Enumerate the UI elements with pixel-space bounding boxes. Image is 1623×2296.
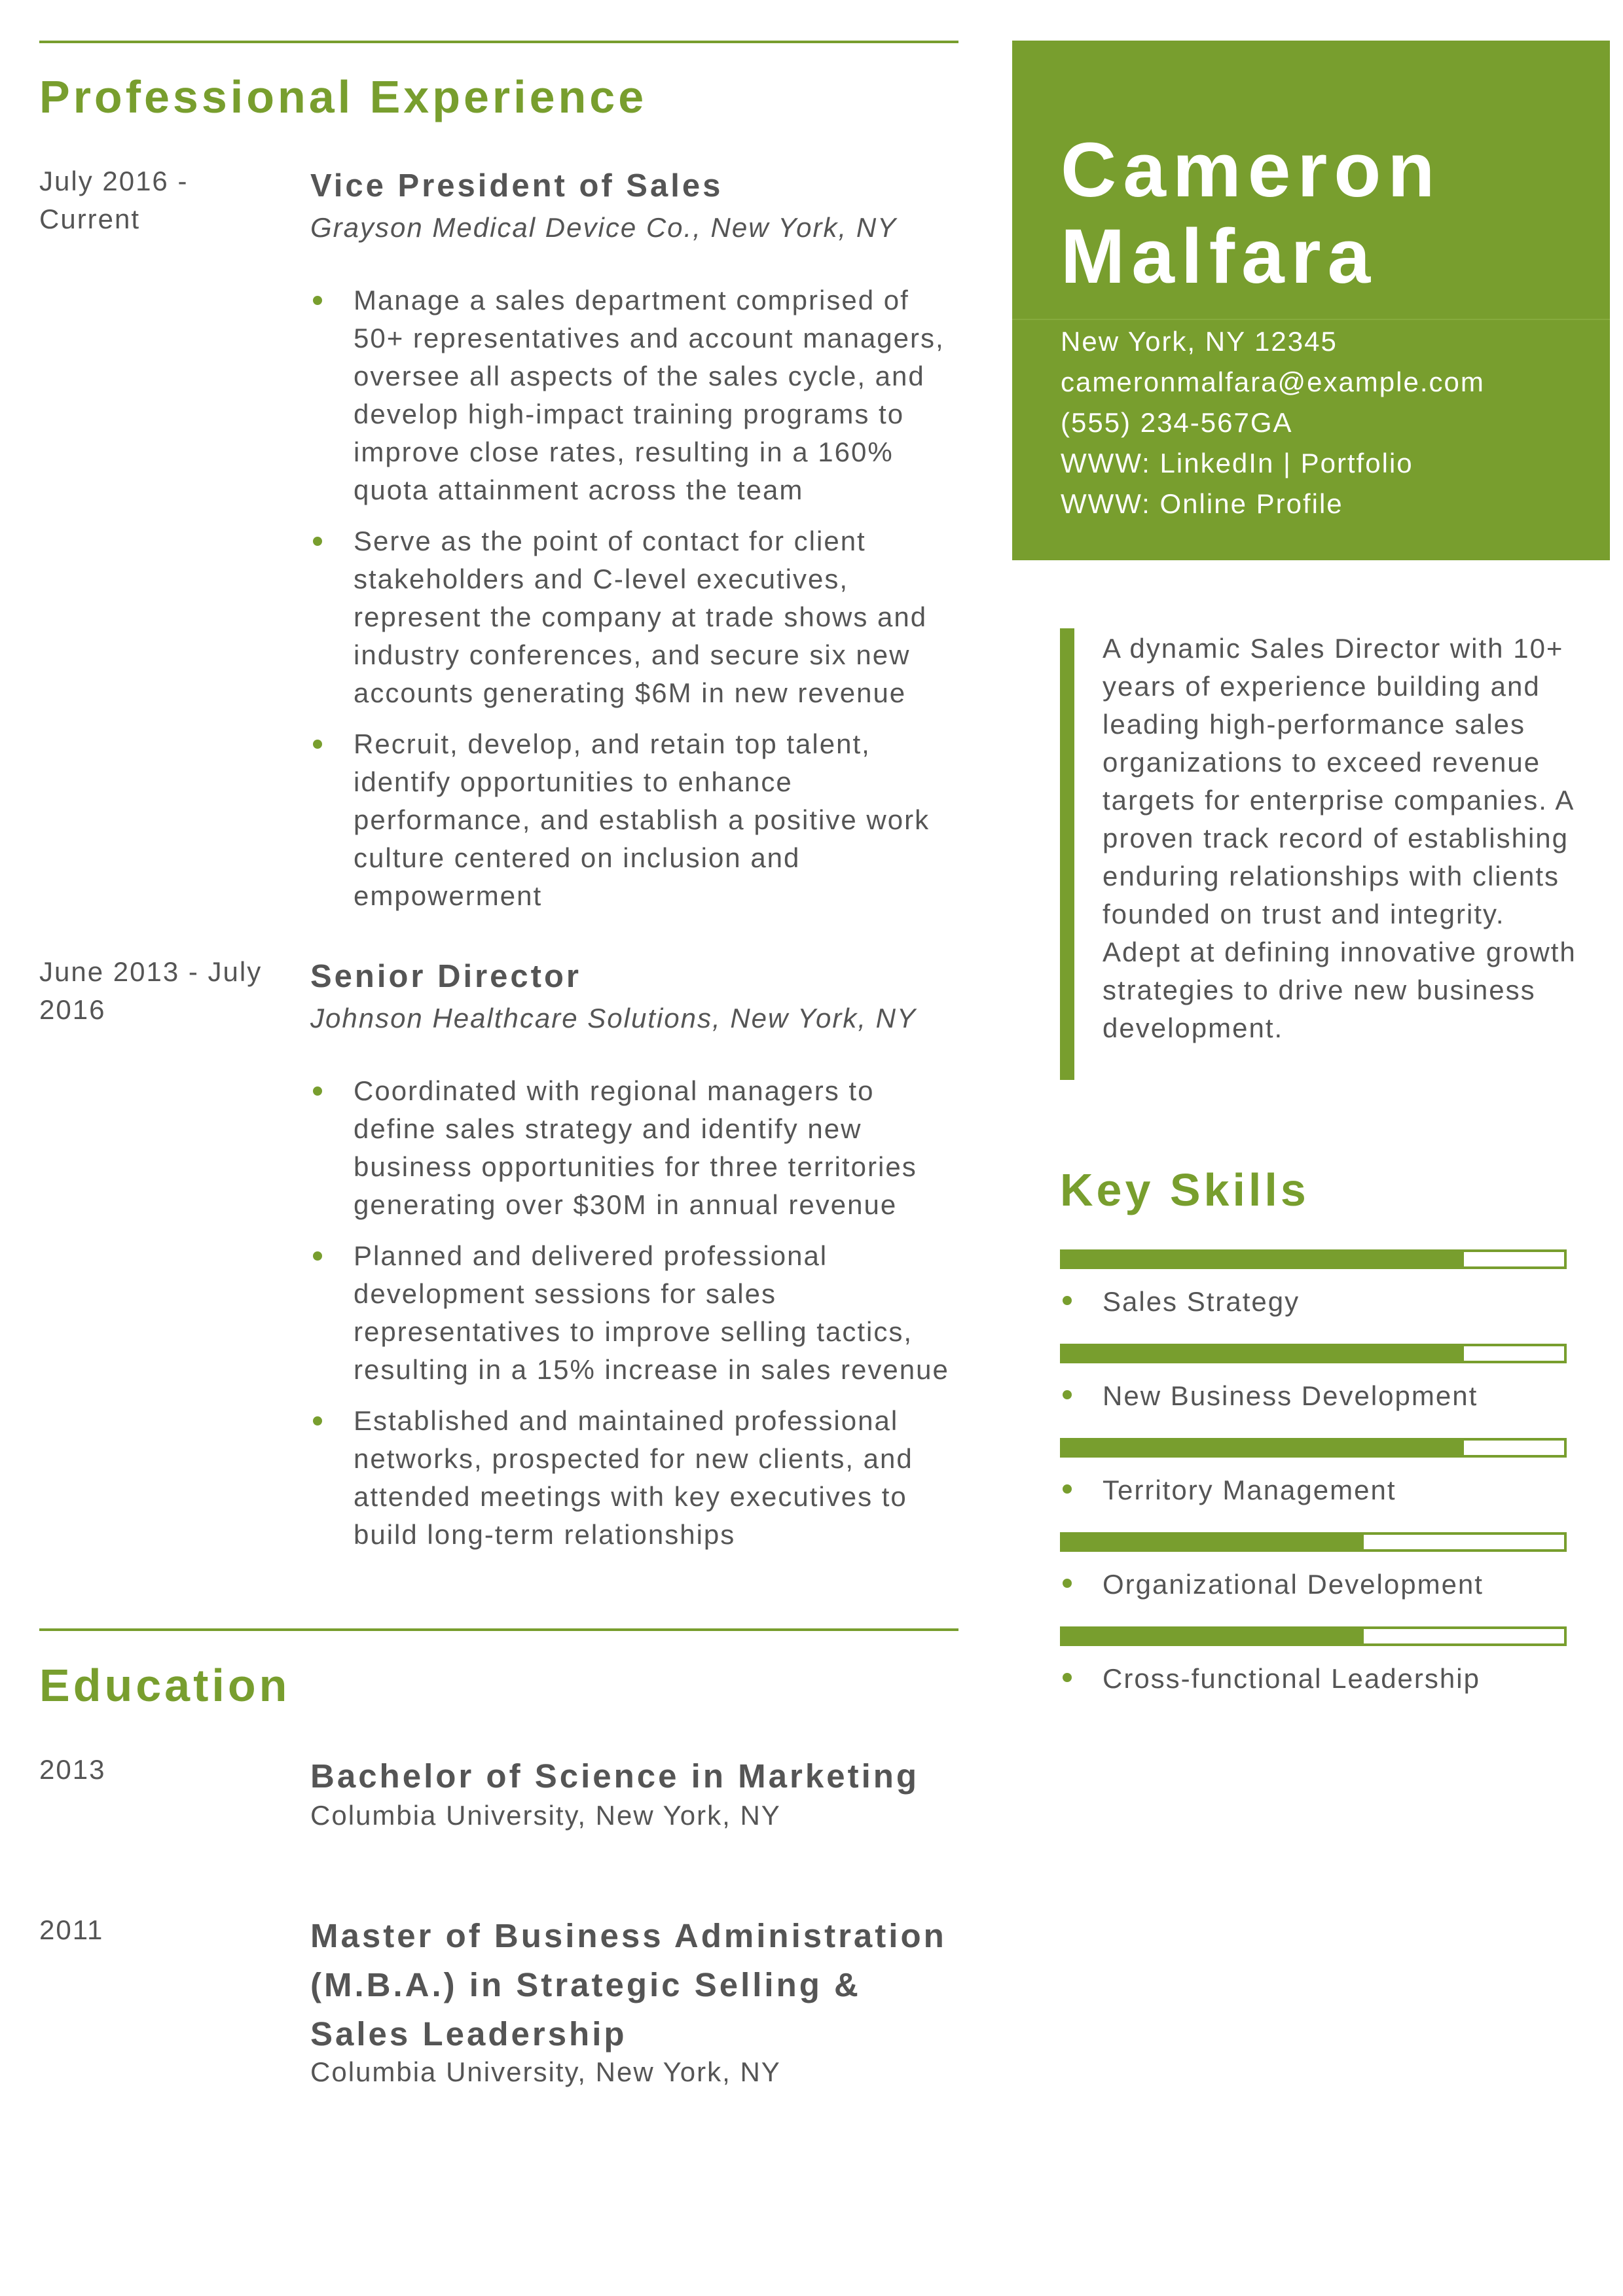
job-date: July 2016 - Current — [39, 166, 189, 234]
bullet-dot-icon — [1063, 1296, 1072, 1305]
experience-top-rule — [39, 41, 958, 43]
contact-email[interactable]: cameronmalfara@example.com — [1061, 367, 1485, 397]
skill-label: Territory Management — [1103, 1475, 1396, 1505]
skill-level-fill — [1063, 1535, 1364, 1549]
education-school: Columbia University, New York, NY — [310, 1800, 781, 1831]
bullet-dot-icon — [313, 296, 322, 305]
bullet-dot-icon — [1063, 1579, 1072, 1588]
skill-level-bar — [1060, 1249, 1567, 1269]
contact-links — [1061, 448, 1413, 479]
job-bullets — [310, 281, 965, 915]
portfolio-link[interactable]: Portfolio — [1300, 448, 1413, 478]
experience-section-title: Professional Experience — [39, 71, 647, 122]
contact-address: New York, NY 12345 — [1061, 326, 1338, 357]
skill-level-fill — [1063, 1346, 1464, 1361]
education-section-title: Education — [39, 1660, 291, 1711]
list-item: Serve as the point of contact for client stakeholders and C-level executives, represent the company at trade shows and industry conferences, and secure six new accounts generating $6M in new revenue — [310, 522, 965, 712]
last-name: Malfara — [1061, 213, 1377, 300]
education-year: 2011 — [39, 1914, 104, 1945]
skill-label: Sales Strategy — [1103, 1286, 1300, 1317]
bullet-dot-icon — [1063, 1390, 1072, 1399]
bullet-dot-icon — [313, 1416, 322, 1426]
skill-level-bar — [1060, 1438, 1567, 1458]
job-bullets — [310, 1072, 965, 1554]
job-title: Senior Director — [310, 959, 581, 994]
bullet-dot-icon — [313, 537, 322, 546]
list-item: Manage a sales department comprised of 50+ representatives and account managers, oversee all aspects of the sales cycle, and develop high-impact training programs to improve close rates, resulting in a 160% quota attainment across the team — [310, 281, 965, 509]
links-label: WWW: — [1061, 488, 1151, 519]
list-item: Recruit, develop, and retain top talent, identify opportunities to enhance performance, and establish a positive work culture centered on inclusion and empowerment — [310, 725, 965, 915]
online-profile-link[interactable]: Online Profile — [1159, 488, 1343, 519]
bullet-dot-icon — [313, 1251, 322, 1261]
skill-level-fill — [1063, 1441, 1464, 1455]
skill-level-fill — [1063, 1252, 1464, 1266]
skills-section-title: Key Skills — [1060, 1164, 1309, 1215]
education-top-rule — [39, 1628, 958, 1631]
skill-level-bar — [1060, 1626, 1567, 1646]
links-label: WWW: — [1061, 448, 1151, 478]
link-separator: | — [1283, 448, 1292, 478]
job-company: Johnson Healthcare Solutions, New York, NY — [310, 1003, 917, 1033]
list-item: Established and maintained professional networks, prospected for new clients, and attended meetings with key executives to build long-term relationships — [310, 1402, 965, 1554]
bullet-dot-icon — [313, 1086, 322, 1096]
job-company: Grayson Medical Device Co., New York, NY — [310, 212, 898, 243]
skill-label: Organizational Development — [1103, 1569, 1484, 1600]
skill-label: Cross-functional Leadership — [1103, 1663, 1480, 1694]
bullet-dot-icon — [1063, 1673, 1072, 1682]
summary-text: A dynamic Sales Director with 10+ years of experience building and leading high-performance sales organizations to exceed revenue targets for enterprise companies. A proven track record of establishing enduring relationships with clients founded on trust and integrity. Adept at defining innovative growth strategies to drive new business development. — [1103, 633, 1577, 1043]
summary-accent-bar — [1060, 628, 1074, 1080]
bullet-dot-icon — [1063, 1484, 1072, 1494]
job-title: Vice President of Sales — [310, 168, 723, 204]
header-divider — [1012, 319, 1610, 320]
skill-level-fill — [1063, 1629, 1364, 1643]
skill-label: New Business Development — [1103, 1380, 1478, 1411]
education-degree: Master of Business Administration (M.B.A.) in Strategic Selling & Sales Leadership — [310, 1917, 947, 2053]
linkedin-link[interactable]: LinkedIn — [1159, 448, 1275, 478]
bullet-dot-icon — [313, 740, 322, 749]
contact-phone: (555) 234-567GA — [1061, 407, 1293, 438]
skill-level-bar — [1060, 1532, 1567, 1552]
list-item: Planned and delivered professional development sessions for sales representatives to improve selling tactics, resulting in a 15% increase in sales revenue — [310, 1237, 965, 1389]
education-year: 2013 — [39, 1754, 106, 1785]
skill-level-bar — [1060, 1344, 1567, 1363]
header-box — [1012, 41, 1610, 560]
education-school: Columbia University, New York, NY — [310, 2056, 781, 2087]
list-item: Coordinated with regional managers to define sales strategy and identify new business opportunities for three territories generating over $30M in annual revenue — [310, 1072, 965, 1224]
job-date: June 2013 - July 2016 — [39, 956, 263, 1025]
first-name: Cameron — [1061, 127, 1442, 213]
contact-profile — [1061, 488, 1343, 520]
education-degree: Bachelor of Science in Marketing — [310, 1757, 920, 1795]
